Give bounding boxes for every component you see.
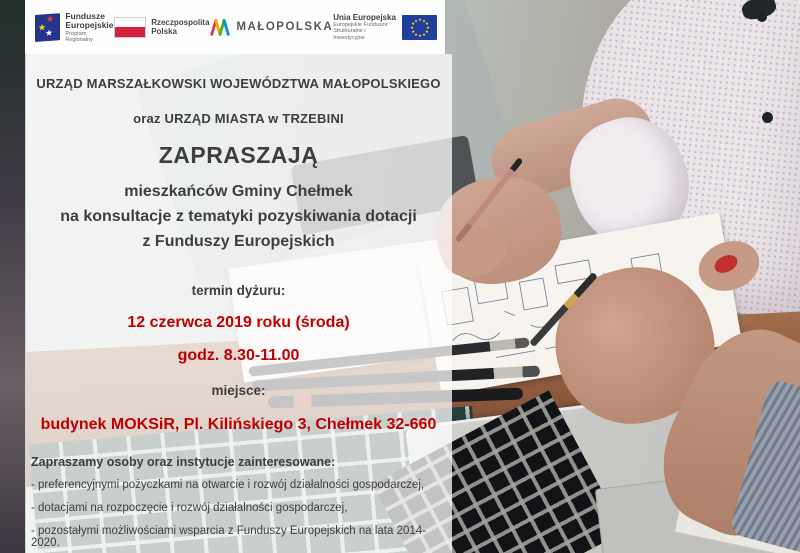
svg-text:★: ★ xyxy=(425,25,430,31)
bullet-item: - dotacjami na rozpoczęcie i rozwój działalności gospodarczej, xyxy=(31,502,348,514)
eu-line3: Strukturalne i Inwestycyjne xyxy=(333,28,366,41)
svg-text:★: ★ xyxy=(413,32,418,38)
svg-text:★: ★ xyxy=(417,33,422,39)
fe-line3: Program Regionalny xyxy=(65,30,93,43)
svg-text:★: ★ xyxy=(411,29,416,35)
shirt-button xyxy=(757,12,767,22)
svg-text:★: ★ xyxy=(424,29,429,35)
bullet-item: - pozostałymi możliwościami wsparcia z Funduszy Europejskich na lata 2014-2020. xyxy=(31,525,426,549)
organizer-line-2: oraz URZĄD MIASTA w TRZEBINI xyxy=(133,111,344,126)
shirt-button xyxy=(762,112,773,123)
photo-left-edge xyxy=(0,0,26,553)
eu-line2: Europejskie Fundusze xyxy=(333,21,388,28)
svg-text:★: ★ xyxy=(421,32,426,38)
svg-text:★: ★ xyxy=(424,21,429,27)
bullet-item: - preferencyjnymi pożyczkami na otwarcie i rozwój działalności gospodarczej, xyxy=(31,479,425,491)
fe-flag-icon: ★ ★ ★ xyxy=(35,13,60,42)
svg-text:★: ★ xyxy=(421,18,426,24)
organizer-line-1: URZĄD MARSZAŁKOWSKI WOJEWÓDZTWA MAŁOPOLSKIEGO xyxy=(36,76,441,91)
malopolska-label: MAŁOPOLSKA xyxy=(236,21,334,33)
svg-text:★: ★ xyxy=(417,17,422,23)
cta-heading: Zapraszamy osoby oraz instytucje zainteresowane: xyxy=(31,455,336,469)
place-label: miejsce: xyxy=(211,383,266,398)
audience-line-2: na konsultacje z tematyki pozyskiwania dotacji xyxy=(60,208,417,225)
audience-line-1: mieszkańców Gminy Chełmek xyxy=(124,183,353,200)
fe-line2: Europejskie xyxy=(65,19,114,30)
term-label: termin dyżuru: xyxy=(191,283,286,298)
poster-text xyxy=(25,0,452,553)
fe-line1: Fundusze xyxy=(65,10,105,21)
audience-line-3: z Funduszy Europejskich xyxy=(142,233,335,250)
eu-line1: Unia Europejska xyxy=(333,12,396,22)
svg-text:★: ★ xyxy=(409,25,414,31)
poland-line1: Rzeczpospolita xyxy=(151,18,210,27)
svg-text:★: ★ xyxy=(413,18,418,24)
svg-text:★: ★ xyxy=(411,21,416,27)
place-line: budynek MOKSiR, Pl. Kilińskiego 3, Chełmek 32-660 xyxy=(40,416,437,433)
date-line: 12 czerwca 2019 roku (środa) xyxy=(127,314,350,331)
hours-line: godz. 8.30-11.00 xyxy=(177,347,300,364)
poland-line2: Polska xyxy=(151,27,177,36)
invite-heading: ZAPRASZAJĄ xyxy=(158,142,319,168)
